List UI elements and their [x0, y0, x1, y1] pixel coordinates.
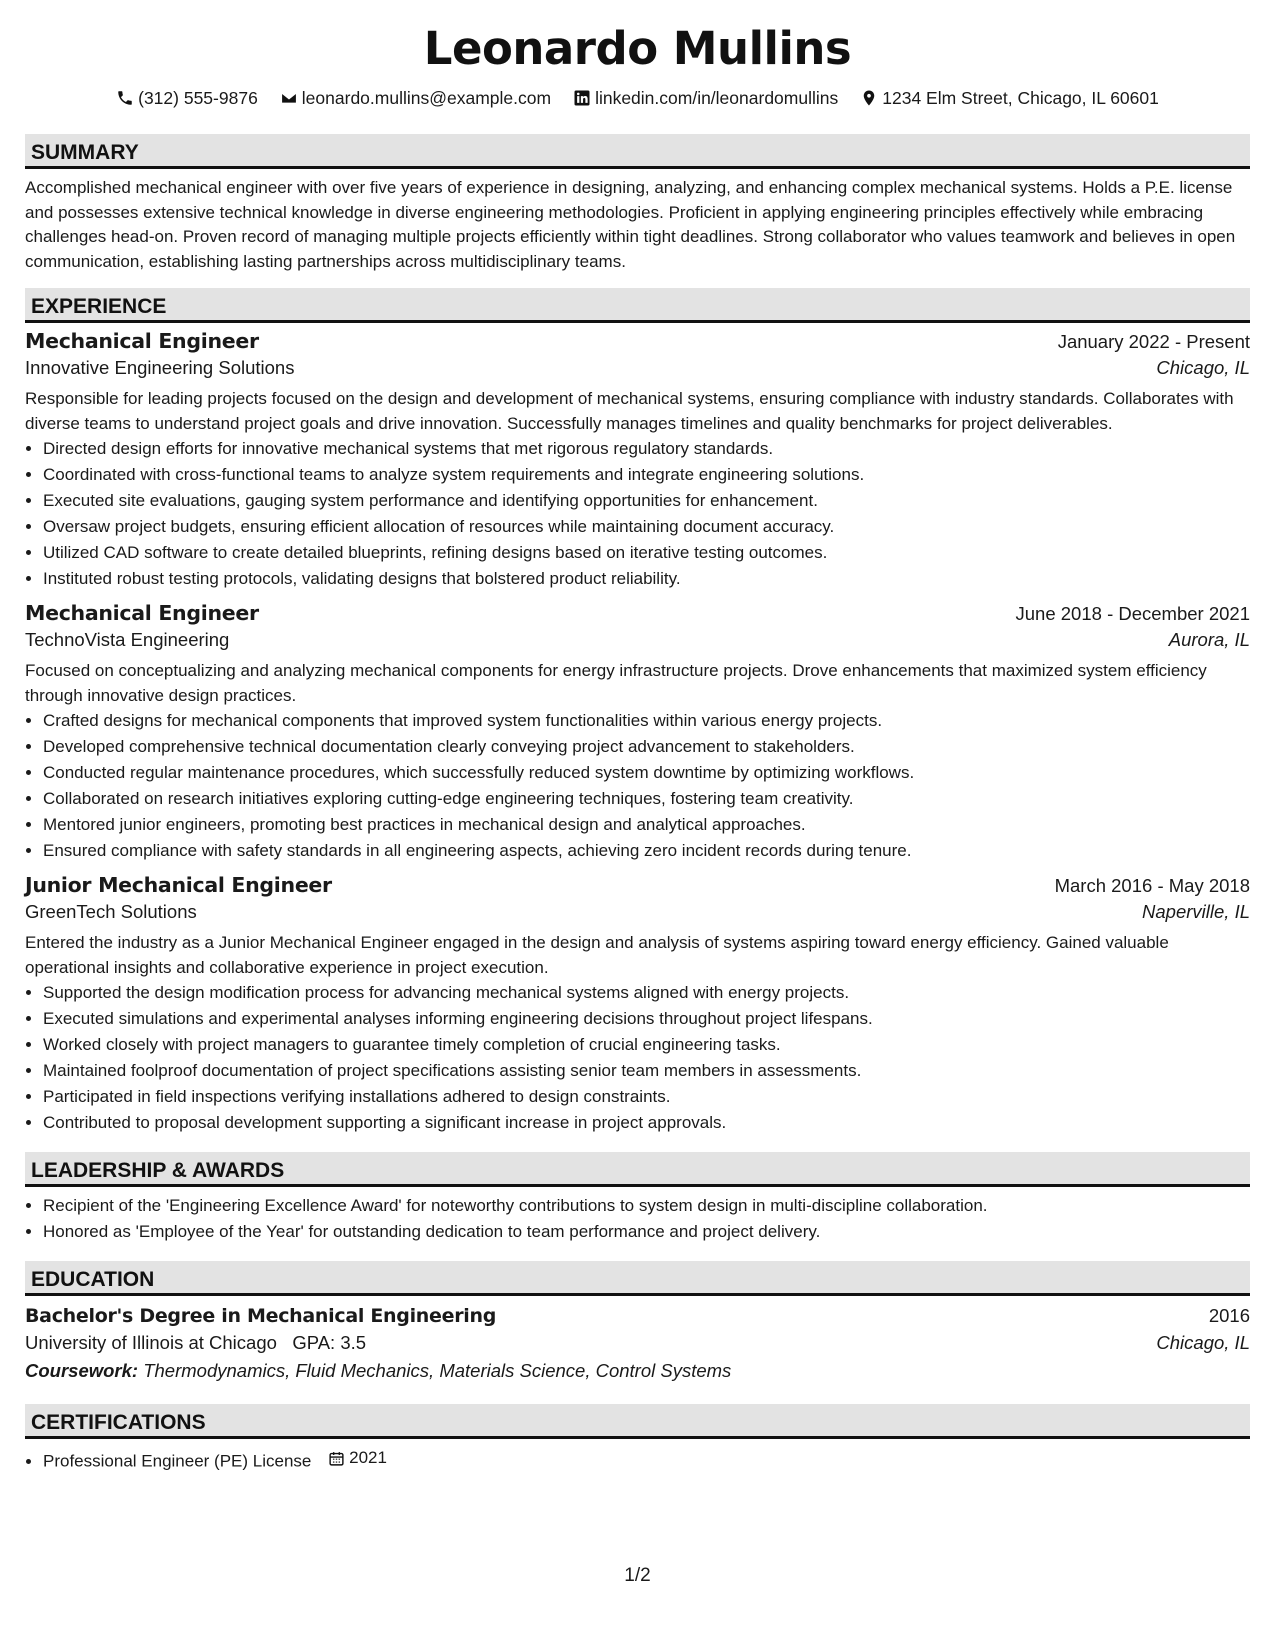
calendar-icon [328, 1450, 345, 1467]
phone-icon [116, 89, 134, 107]
resume-page [25, 20, 1250, 1475]
job-entry [25, 601, 1250, 864]
contact-email[interactable] [280, 88, 551, 109]
job-bullets [25, 980, 1250, 1136]
list-item: • Ensured compliance with safety standards in all engineering aspects, achieving zero incident records during tenure. [43, 838, 1250, 864]
list-item: • Conducted regular maintenance procedures, which successfully reduced system downtime by optimizing workflows. [43, 760, 1250, 786]
list-item: • Contributed to proposal development supporting a significant increase in project approvals. [43, 1110, 1250, 1136]
list-item: • Oversaw project budgets, ensuring efficient allocation of resources while maintaining document accuracy. [43, 514, 1250, 540]
list-item: • Maintained foolproof documentation of project specifications assisting senior team members in assessments. [43, 1058, 1250, 1084]
job-title: Mechanical Engineer [25, 329, 259, 353]
envelope-icon [280, 89, 298, 107]
list-item: • Collaborated on research initiatives exploring cutting-edge engineering techniques, fostering team creativity. [43, 786, 1250, 812]
section-heading-certifications: CERTIFICATIONS [25, 1404, 1250, 1439]
job-company: Innovative Engineering Solutions [25, 357, 295, 378]
linkedin-icon [573, 89, 591, 107]
job-entry [25, 329, 1250, 592]
section-heading-experience: EXPERIENCE [25, 288, 1250, 323]
section-heading-summary: SUMMARY [25, 134, 1250, 169]
job-company: TechnoVista Engineering [25, 629, 230, 650]
list-item: • Utilized CAD software to create detailed blueprints, refining designs based on iterative testing outcomes. [43, 540, 1250, 566]
graduation-year: 2016 [1208, 1305, 1250, 1326]
linkedin-text: linkedin.com/in/leonardomullins [595, 87, 839, 108]
summary-text: Accomplished mechanical engineer with over five years of experience in designing, analyzing, and enhancing complex mechanical systems. Holds a P.E. license and possesses extensive technical knowledge in diverse engineering methodologies. Proficient in applying engineering principles effectively while embracing challenges head-on. Proven record of managing multiple projects efficiently within tight deadlines. Strong collaborator who values teamwork and believes in open communication, establishing lasting partnerships across multidisciplinary teams. [25, 178, 1236, 271]
job-title: Mechanical Engineer [25, 601, 259, 625]
job-header [25, 601, 1250, 625]
education-header [25, 1305, 1250, 1327]
section-heading-awards: LEADERSHIP & AWARDS [25, 1152, 1250, 1187]
job-subheader [25, 901, 1250, 923]
job-description: Entered the industry as a Junior Mechanical Engineer engaged in the design and analysis of systems aspiring toward energy efficiency. Gained valuable operational insights and collaborative experience in project execution. [25, 933, 1169, 977]
job-description: Focused on conceptualizing and analyzing mechanical components for energy infrastructure projects. Drove enhancements that maximized system efficiency through innovative design practices. [25, 661, 1207, 705]
phone-text: (312) 555-9876 [138, 87, 258, 108]
job-location: Chicago, IL [1156, 357, 1250, 378]
contact-linkedin[interactable] [573, 88, 838, 109]
email-text: leonardo.mullins@example.com [301, 87, 552, 108]
education-subheader [25, 1332, 1250, 1354]
job-header [25, 873, 1250, 897]
list-item [43, 1445, 1250, 1475]
job-title: Junior Mechanical Engineer [25, 873, 332, 897]
list-item: • Directed design efforts for innovative mechanical systems that met rigorous regulatory standards. [43, 436, 1250, 462]
coursework-text: Thermodynamics, Fluid Mechanics, Materials Science, Control Systems [143, 1360, 732, 1381]
certification-year: 2021 [349, 1448, 387, 1467]
school-location: Chicago, IL [1156, 1332, 1250, 1353]
list-item: • Participated in field inspections verifying installations adhered to design constraints. [43, 1084, 1250, 1110]
job-description: Responsible for leading projects focused on the design and development of mechanical systems, ensuring compliance with industry standards. Collaborates with diverse teams to understand project goals and drive innovation. Successfully manages timelines and quality benchmarks for project deliverables. [25, 389, 1234, 433]
page-number: 1/2 [624, 1565, 651, 1586]
candidate-name: Leonardo Mullins [423, 22, 852, 75]
job-subheader [25, 629, 1250, 651]
coursework-line [25, 1360, 1250, 1382]
gpa: GPA: 3.5 [292, 1332, 367, 1353]
job-bullets [25, 436, 1250, 592]
job-dates: June 2018 - December 2021 [1015, 603, 1250, 624]
job-location: Aurora, IL [1168, 629, 1250, 650]
job-subheader [25, 357, 1250, 379]
list-item: • Honored as 'Employee of the Year' for outstanding dedication to team performance and project delivery. [43, 1219, 1250, 1245]
list-item: • Coordinated with cross-functional teams to analyze system requirements and integrate engineering solutions. [43, 462, 1250, 488]
degree-title: Bachelor's Degree in Mechanical Engineering [25, 1305, 497, 1327]
school-line [25, 1332, 366, 1354]
list-item: • Executed simulations and experimental analyses informing engineering decisions throughout project lifespans. [43, 1006, 1250, 1032]
certifications-list [25, 1445, 1250, 1475]
section-heading-education: EDUCATION [25, 1261, 1250, 1296]
job-entry [25, 873, 1250, 1136]
list-item: • Crafted designs for mechanical components that improved system functionalities within various energy projects. [43, 708, 1250, 734]
list-item: • Recipient of the 'Engineering Excellence Award' for noteworthy contributions to system design in multi-discipline collaboration. [43, 1193, 1250, 1219]
school-name: University of Illinois at Chicago [25, 1332, 277, 1353]
list-item: • Executed site evaluations, gauging system performance and identifying opportunities for enhancement. [43, 488, 1250, 514]
certification-name: Professional Engineer (PE) License [43, 1451, 312, 1471]
address-text: 1234 Elm Street, Chicago, IL 60601 [882, 87, 1159, 108]
job-header [25, 329, 1250, 353]
list-item: • Supported the design modification process for advancing mechanical systems aligned with energy projects. [43, 980, 1250, 1006]
job-dates: January 2022 - Present [1057, 331, 1250, 352]
contact-bar [25, 86, 1250, 110]
awards-list [25, 1193, 1250, 1245]
map-pin-icon [860, 89, 878, 107]
list-item: • Mentored junior engineers, promoting best practices in mechanical design and analytical approaches. [43, 812, 1250, 838]
contact-phone[interactable] [116, 88, 258, 109]
job-location: Naperville, IL [1142, 901, 1250, 922]
job-dates: March 2016 - May 2018 [1054, 875, 1250, 896]
list-item: • Worked closely with project managers to guarantee timely completion of crucial engineering tasks. [43, 1032, 1250, 1058]
certification-date [328, 1445, 387, 1471]
coursework-label: Coursework: [25, 1360, 139, 1381]
contact-address [860, 88, 1159, 109]
job-company: GreenTech Solutions [25, 901, 197, 922]
job-bullets [25, 708, 1250, 864]
list-item: • Developed comprehensive technical documentation clearly conveying project advancement to stakeholders. [43, 734, 1250, 760]
list-item: • Instituted robust testing protocols, validating designs that bolstered product reliability. [43, 566, 1250, 592]
